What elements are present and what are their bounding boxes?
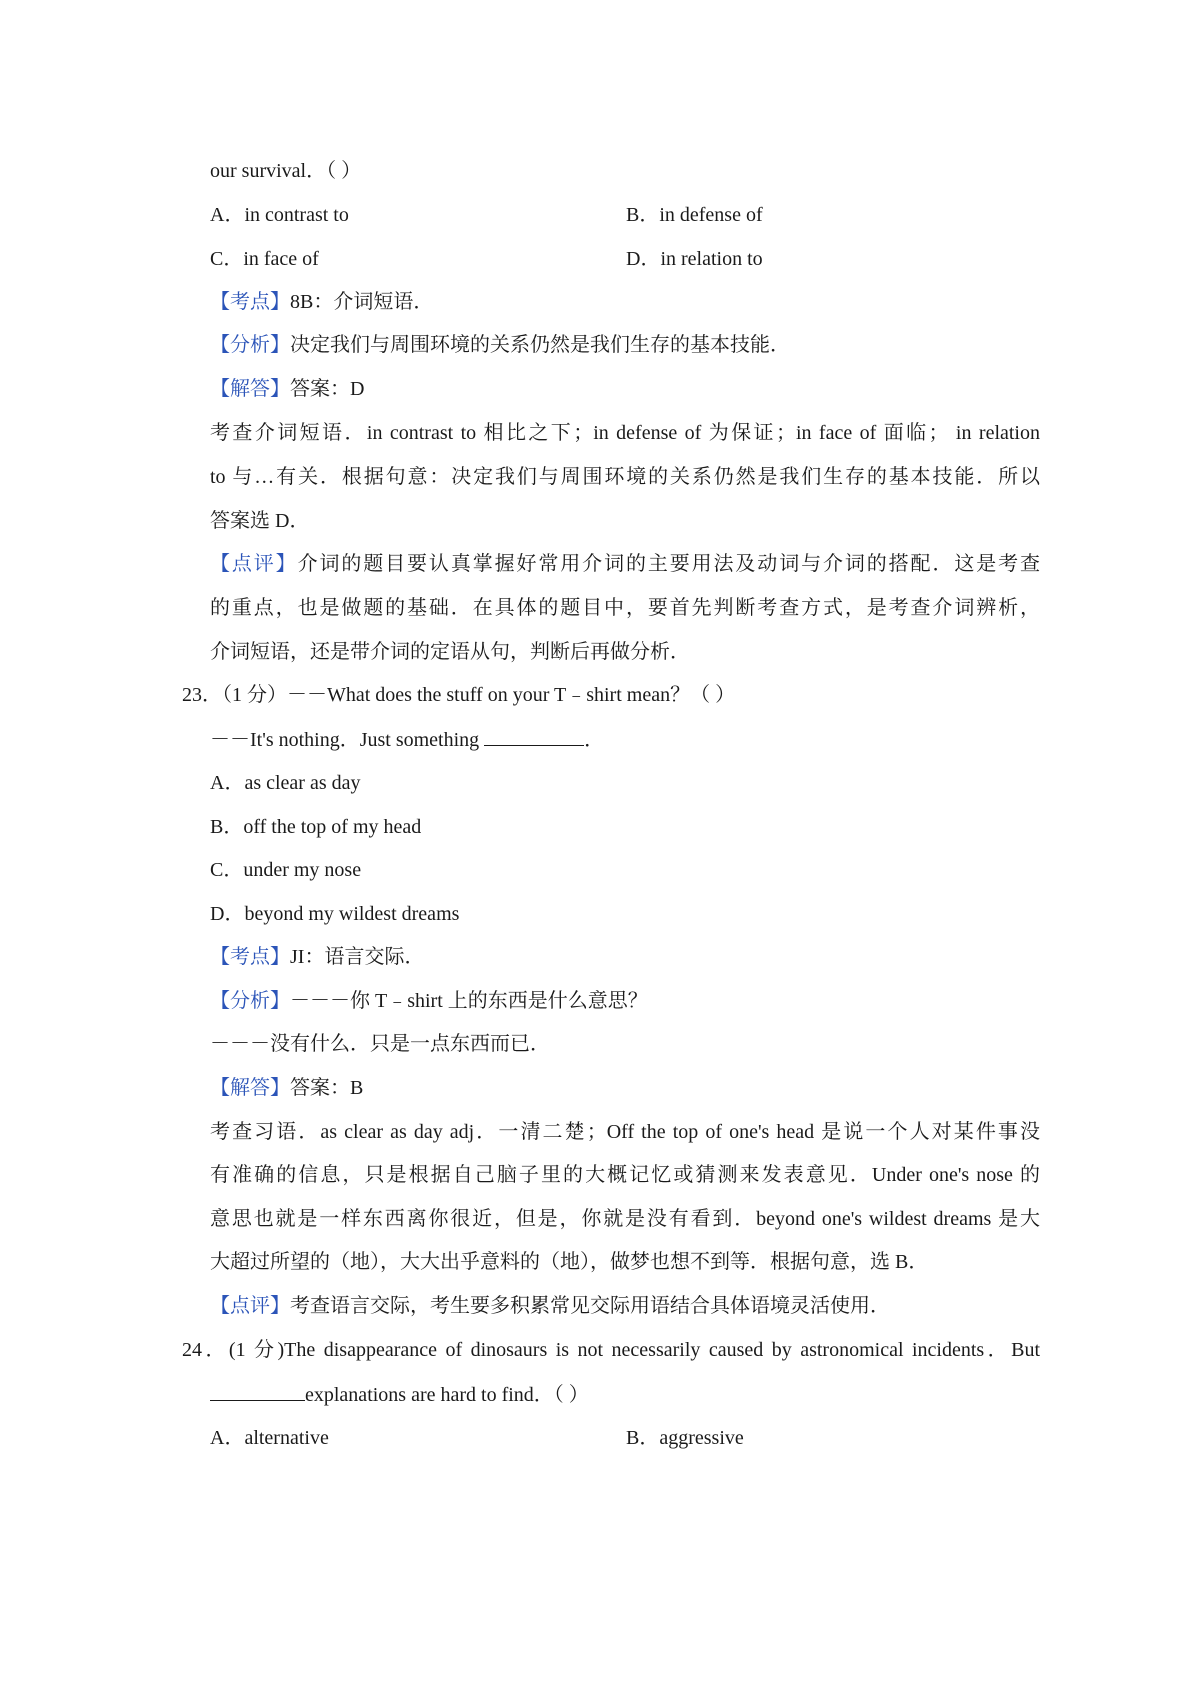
q22-explain-line-1: 考查介词短语．in contrast to 相比之下；in defense of 为保证；in face of 面临； in relation (210, 422, 1040, 444)
q22-dianping-line-1 (210, 550, 1040, 578)
q24-option-b: B．aggressive (626, 1427, 744, 1449)
q22-option-c: C．in face of (210, 248, 319, 270)
dianping-text: 考查语言交际，考生要多积累常见交际用语结合具体语境灵活使用． (290, 1295, 890, 1317)
q23-stem-line-2 (210, 725, 1040, 754)
q22-dianping-line-2: 的重点，也是做题的基础．在具体的题目中，要首先判断考查方式，是考查介词辨析， (210, 597, 1040, 619)
q23-dianping (210, 1292, 1040, 1320)
kaodian-tag: 【考点】 (210, 291, 290, 313)
kaodian-tag: 【考点】 (210, 946, 290, 968)
q24-stem-line-1: 24．(1 分)The disappearance of dinosaurs is not necessarily caused by astronomical incidents．But (182, 1339, 1040, 1361)
jieda-tag: 【解答】 (210, 378, 290, 400)
fenxi-text: 决定我们与周围环境的关系仍然是我们生存的基本技能． (290, 334, 790, 356)
answer-blank (484, 725, 584, 746)
dianping-tag: 【点评】 (210, 1295, 290, 1317)
q24-stem-suffix: explanations are hard to find．（ ） (305, 1384, 589, 1406)
jieda-tag: 【解答】 (210, 1077, 290, 1099)
answer-blank (210, 1380, 305, 1401)
dianping-text-1: 介词的题目要认真掌握好常用介词的主要用法及动词与介词的搭配．这是考查 (297, 553, 1041, 575)
jieda-text: 答案：B (290, 1077, 364, 1099)
q23-explain-line-3: 意思也就是一样东西离你很近，但是，你就是没有看到．beyond one's wildest dreams 是大 (210, 1208, 1040, 1230)
q23-option-a: A．as clear as day (210, 772, 361, 794)
q23-stem-line-1: 23．（1 分）－－What does the stuff on your T﹣shirt mean？（ ） (182, 684, 736, 706)
fenxi-tag: 【分析】 (210, 334, 290, 356)
q23-stem-suffix: ． (584, 729, 605, 751)
q23-explain-line-1: 考查习语．as clear as day adj．一清二楚；Off the top of one's head 是说一个人对某件事没 (210, 1121, 1040, 1143)
q24-option-a: A．alternative (210, 1427, 329, 1449)
q23-option-c: C．under my nose (210, 859, 362, 881)
kaodian-text: 8B：介词短语． (290, 291, 434, 313)
q23-option-b: B．off the top of my head (210, 816, 422, 838)
fenxi-tag: 【分析】 (210, 990, 290, 1012)
q22-explain-line-3: 答案选 D． (210, 510, 310, 532)
q22-option-a: A．in contrast to (210, 204, 349, 226)
q22-jieda (210, 375, 1040, 403)
q22-dianping-line-3: 介词短语，还是带介词的定语从句，判断后再做分析． (210, 641, 690, 663)
q23-fenxi-line-2: －－－没有什么．只是一点东西而已． (210, 1033, 550, 1055)
q22-option-d: D．in relation to (626, 248, 763, 270)
q22-explain-line-2: to 与…有关．根据句意：决定我们与周围环境的关系仍然是我们生存的基本技能．所以 (210, 466, 1040, 488)
q22-kaodian (210, 288, 1040, 316)
q23-jieda (210, 1074, 1040, 1102)
dianping-tag: 【点评】 (210, 553, 298, 575)
q23-option-d: D．beyond my wildest dreams (210, 903, 460, 925)
jieda-text: 答案：D (290, 378, 365, 400)
q24-stem-line-2 (210, 1380, 1040, 1409)
fenxi-text-1: －－－你 T﹣shirt 上的东西是什么意思？ (290, 990, 648, 1012)
q23-explain-line-4: 大超过所望的（地），大大出乎意料的（地），做梦也想不到等．根据句意，选 B． (210, 1251, 929, 1273)
kaodian-text: JI：语言交际． (290, 946, 425, 968)
q23-kaodian (210, 943, 1040, 971)
q23-stem-prefix: －－It's nothing．Just something (210, 729, 485, 751)
q23-fenxi-line-1 (210, 987, 1040, 1015)
q22-stem-tail: our survival．（ ） (210, 160, 362, 182)
q22-fenxi (210, 331, 1040, 359)
q23-explain-line-2: 有准确的信息，只是根据自己脑子里的大概记忆或猜测来发表意见．Under one's nose 的 (210, 1164, 1040, 1186)
q22-option-b: B．in defense of (626, 204, 763, 226)
